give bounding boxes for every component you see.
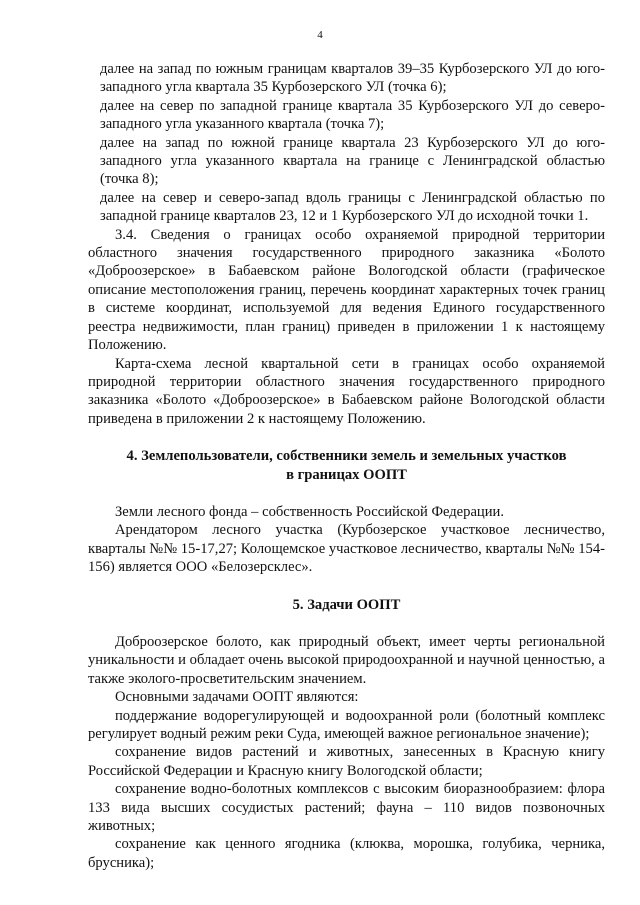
paragraph-map-scheme: Карта-схема лесной квартальной сети в границах особо охраняемой природной территории областного значения государственного природного заказника «Болото «Доброозерское» в Бабаевском районе Вологодской области приведена в приложении 2 к настоящему Положению. [88,355,605,427]
paragraph-3-4: 3.4. Сведения о границах особо охраняемой природной территории областного значения государственного природного заказника «Болото «Доброозерское» в Бабаевском районе Вологодской области (графическое описание местоположения границ, перечень координат характерных точек границ в системе координат, используемой для ведения Единого государственного реестра недвижимости, план границ) приведен в приложении 1 к настоящему Положению. [88,226,605,354]
paragraph-point-6: далее на запад по южным границам кварталов 39–35 Курбозерского УЛ до юго-западного угла квартала 35 Курбозерского УЛ (точка 6); [100,61,605,96]
list-item-red-book: сохранение видов растений и животных, занесенных в Красную книгу Российской Федерации и Красную книгу Вологодской области; [88,744,605,779]
paragraph-point-1: далее на север и северо-запад вдоль границы с Ленинградской областью по западной границе кварталов 23, 12 и 1 Курбозерского УЛ до исходной точки 1. [100,189,605,225]
section-5-heading: 5. Задачи ООПТ [292,596,401,613]
paragraph-point-8: далее на запад по южной границе квартала 23 Курбозерского УЛ до юго-западного угла указанного квартала на границе с Ленинградской областью (точка 8); [100,134,605,188]
section-4-heading-line1: 4. Землепользователи, собственники земель и земельных участков [126,448,567,465]
list-item-water-role: поддержание водорегулирующей и водоохранной роли (болотный комплекс регулирует водный режим реки Суда, имеющей важное региональное значение); [88,707,605,742]
paragraph-land-fund: Земли лесного фонда – собственность Российской Федерации. [115,503,505,520]
list-item-berry-field: сохранение как ценного ягодника (клюква, морошка, голубика, черника, брусника); [88,836,605,871]
list-item-biodiversity: сохранение водно-болотных комплексов с высоким биоразнообразием: флора 133 вида высших сосудистых растений; фауна – 110 видов позвоночных животных; [88,781,605,835]
section-4-heading [88,447,605,484]
document-body [88,60,605,872]
paragraph-tenant: Арендатором лесного участка (Курбозерское участковое лесничество, кварталы №№ 15-17,27; Колощемское участковое лесничество, кварталы №№ 154-156) является ООО «Белозерсклес». [88,522,605,576]
page-number: 4 [317,29,323,41]
paragraph-tasks-intro: Основными задачами ООПТ являются: [115,689,359,706]
paragraph-uniqueness: Доброозерское болото, как природный объект, имеет черты региональной уникальности и обладает очень высокой природоохранной и научной ценностью, а также эколого-просветительским значением. [88,633,605,687]
paragraph-point-7: далее на север по западной границе квартала 35 Курбозерского УЛ до северо-западного угла указанного квартала (точка 7); [100,97,605,133]
section-4-heading-line2: в границах ООПТ [286,466,407,483]
